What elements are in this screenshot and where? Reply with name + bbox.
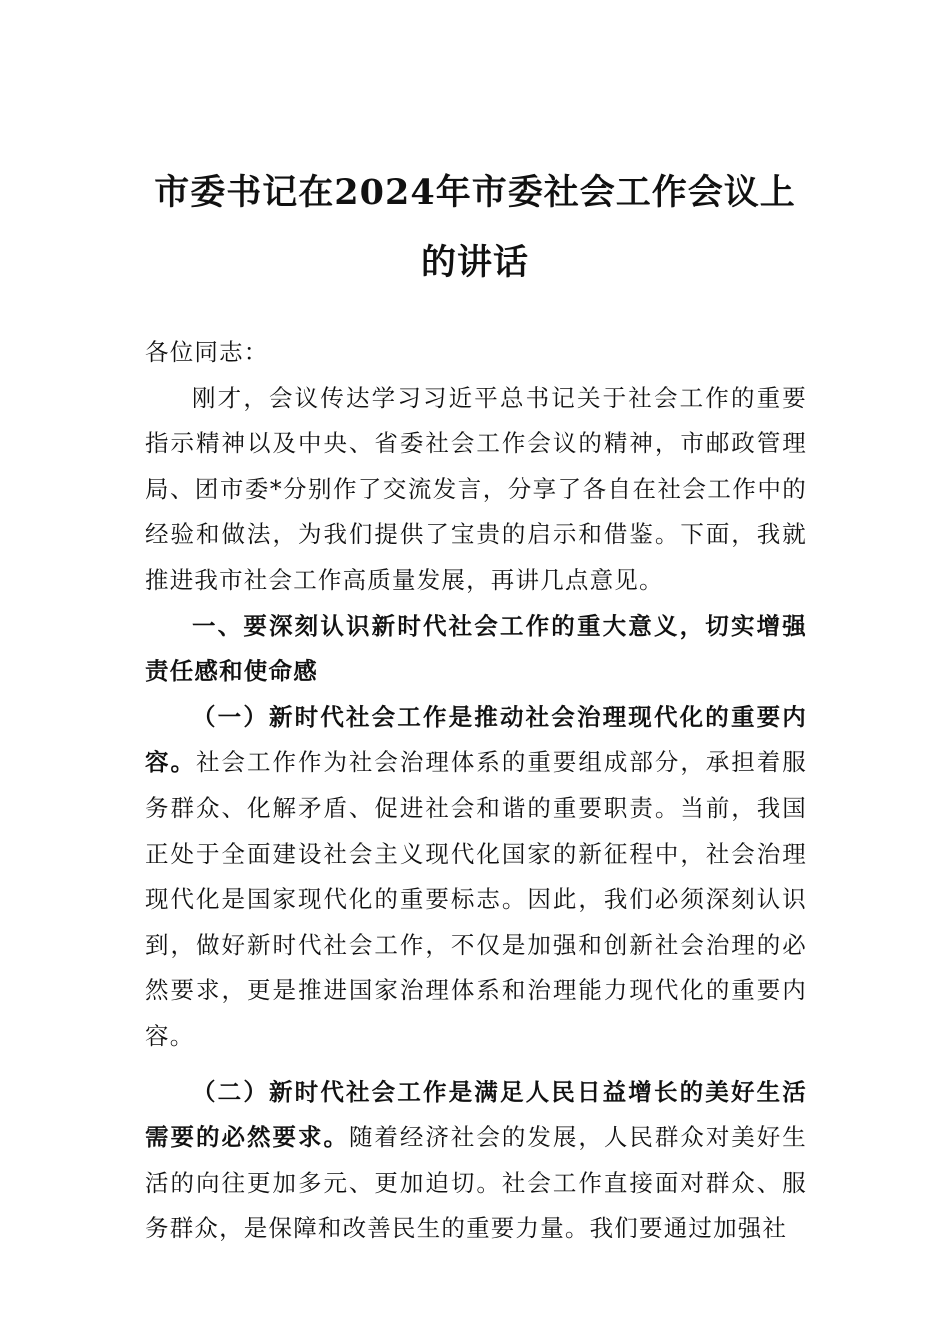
subsection-body-2: 随着经济社会的发展，人民群众对美好生活的向往更加多元、更加迫切。社会工作直接面对群众、服务群众，是保障和改善民生的重要力量。我们要通过加强社	[145, 1123, 807, 1243]
subsection-body-1: 社会工作作为社会治理体系的重要组成部分，承担着服务群众、化解矛盾、促进社会和谐的重要职责。当前，我国正处于全面建设社会主义现代化国家的新征程中，社会治理现代化是国家现代化的重要标志。因此，我们必须深刻认识到，做好新时代社会工作，不仅是加强和创新社会治理的必然要求，更是推进国家治理体系和治理能力现代化的重要内容。	[145, 748, 807, 1050]
subsection-paragraph-2	[145, 1070, 807, 1252]
document-title: 市委书记在2024年市委社会工作会议上的讲话	[154, 172, 796, 283]
section-heading-1: 一、要深刻认识新时代社会工作的重大意义，切实增强责任感和使命感	[145, 611, 807, 686]
salutation: 各位同志：	[145, 338, 269, 366]
subsection-heading-1: （一）新时代社会工作是推动社会治理现代化的重要内容。	[145, 702, 807, 777]
subsection-paragraph-1	[145, 695, 807, 1060]
document-body	[145, 330, 807, 1252]
subsection-heading-2: （二）新时代社会工作是满足人民日益增长的美好生活需要的必然要求。	[145, 1077, 807, 1152]
intro-paragraph: 刚才，会议传达学习习近平总书记关于社会工作的重要指示精神以及中央、省委社会工作会议的精神，市邮政管理局、团市委*分别作了交流发言，分享了各自在社会工作中的经验和做法，为我们提供了宝贵的启示和借鉴。下面，我就推进我市社会工作高质量发展，再讲几点意见。	[145, 383, 807, 594]
